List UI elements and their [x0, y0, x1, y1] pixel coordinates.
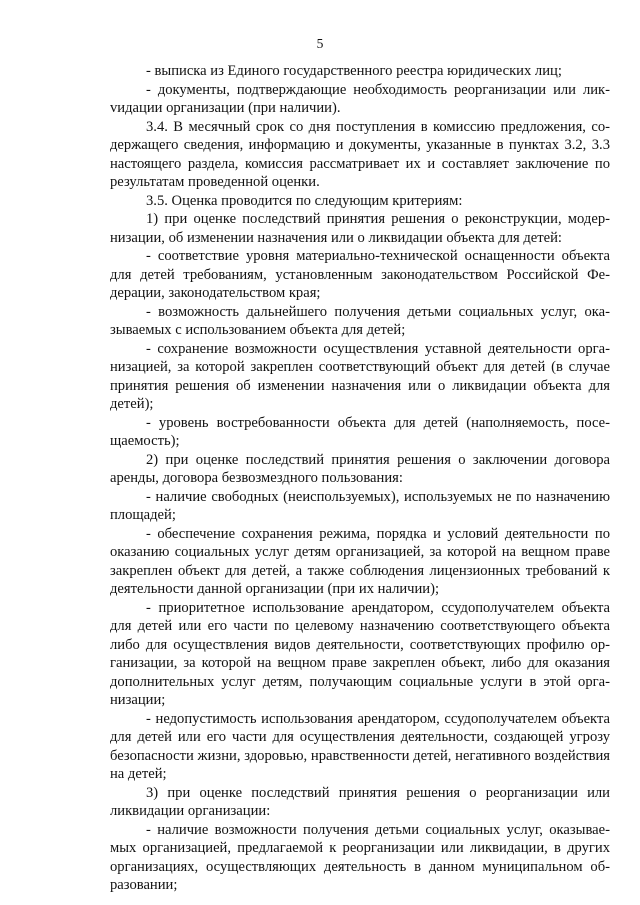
paragraph-criteria-3: 3) при оценке последствий принятия решения о реорганизации или ликвидации организации: — [110, 784, 610, 819]
paragraph-statutory-activity: - сохранение возможности осуществления уставной деятельности организацией, за которой закреплен соответствующий объект для детей (в случае принятия решения об изменении назначения или о ликвидации объекта для детей); — [110, 340, 610, 412]
paragraph-regime-preservation: - обеспечение сохранения режима, порядка и условий деятельности по оказанию социальных услуг детям организацией, за которой на вещном праве закреплен объект для детей, а также соблюдения лицензионных требований к деятельности данной организации (при их наличии); — [110, 525, 610, 597]
paragraph-3-5: 3.5. Оценка проводится по следующим критериям: — [146, 192, 463, 209]
paragraph-documents-necessity: - документы, подтверждающие необходимость реорганизации или ликvидации организации (при наличии). — [110, 81, 610, 116]
paragraph-inadmissibility: - недопустимость использования арендатором, ссудополучателем объекта для детей или его части для осуществления деятельности, создающей угрозу безопасности жизни, здоровью, нравственности детей, негативного воздействия на детей; — [110, 710, 610, 782]
paragraph-other-organizations: - наличие возможности получения детьми социальных услуг, оказываемых организацией, предлагаемой к реорганизации или ликвидации, в других организациях, осуществляющих деятельность в данном муниципальном образовании; — [110, 821, 610, 893]
page-number: 5 — [316, 36, 324, 51]
paragraph-demand-level: - уровень востребованности объекта для детей (наполняемость, посещаемость); — [110, 414, 610, 449]
paragraph-priority-use: - приоритетное использование арендатором, ссудополучателем объекта для детей или его части по целевому назначению соответствующего объекта либо для осуществления видов деятельности, соответствующих профилю организации, за которой на вещном праве закреплен объект, либо для оказания дополнительных услуг детям, получающим социальные услуги в этой организации; — [110, 599, 610, 708]
paragraph-3-4: 3.4. В месячный срок со дня поступления в комиссию предложения, содержащего сведения, информацию и документы, указанные в пунктах 3.2, 3.3 настоящего раздела, комиссия рассматривает их и составляет заключение по результатам проведенной оценки. — [110, 118, 610, 190]
paragraph-social-services: - возможность дальнейшего получения детьми социальных услуг, оказываемых с использованием объекта для детей; — [110, 303, 610, 338]
paragraph-criteria-2: 2) при оценке последствий принятия решения о заключении договора аренды, договора безвозмездного пользования: — [110, 451, 610, 486]
paragraph-equipment-level: - соответствие уровня материально-технической оснащенности объекта для детей требованиям, установленным законодательством Российской Федерации, законодательством края; — [110, 248, 610, 301]
paragraph-free-areas: - наличие свободных (неиспользуемых), используемых не по назначению площадей; — [110, 488, 610, 523]
document-body — [110, 62, 610, 895]
paragraph-extract-registry: - выписка из Единого государственного реестра юридических лиц; — [146, 63, 562, 79]
paragraph-criteria-1: 1) при оценке последствий принятия решения о реконструкции, модернизации, об изменении назначения или о ликвидации объекта для детей: — [110, 211, 610, 246]
